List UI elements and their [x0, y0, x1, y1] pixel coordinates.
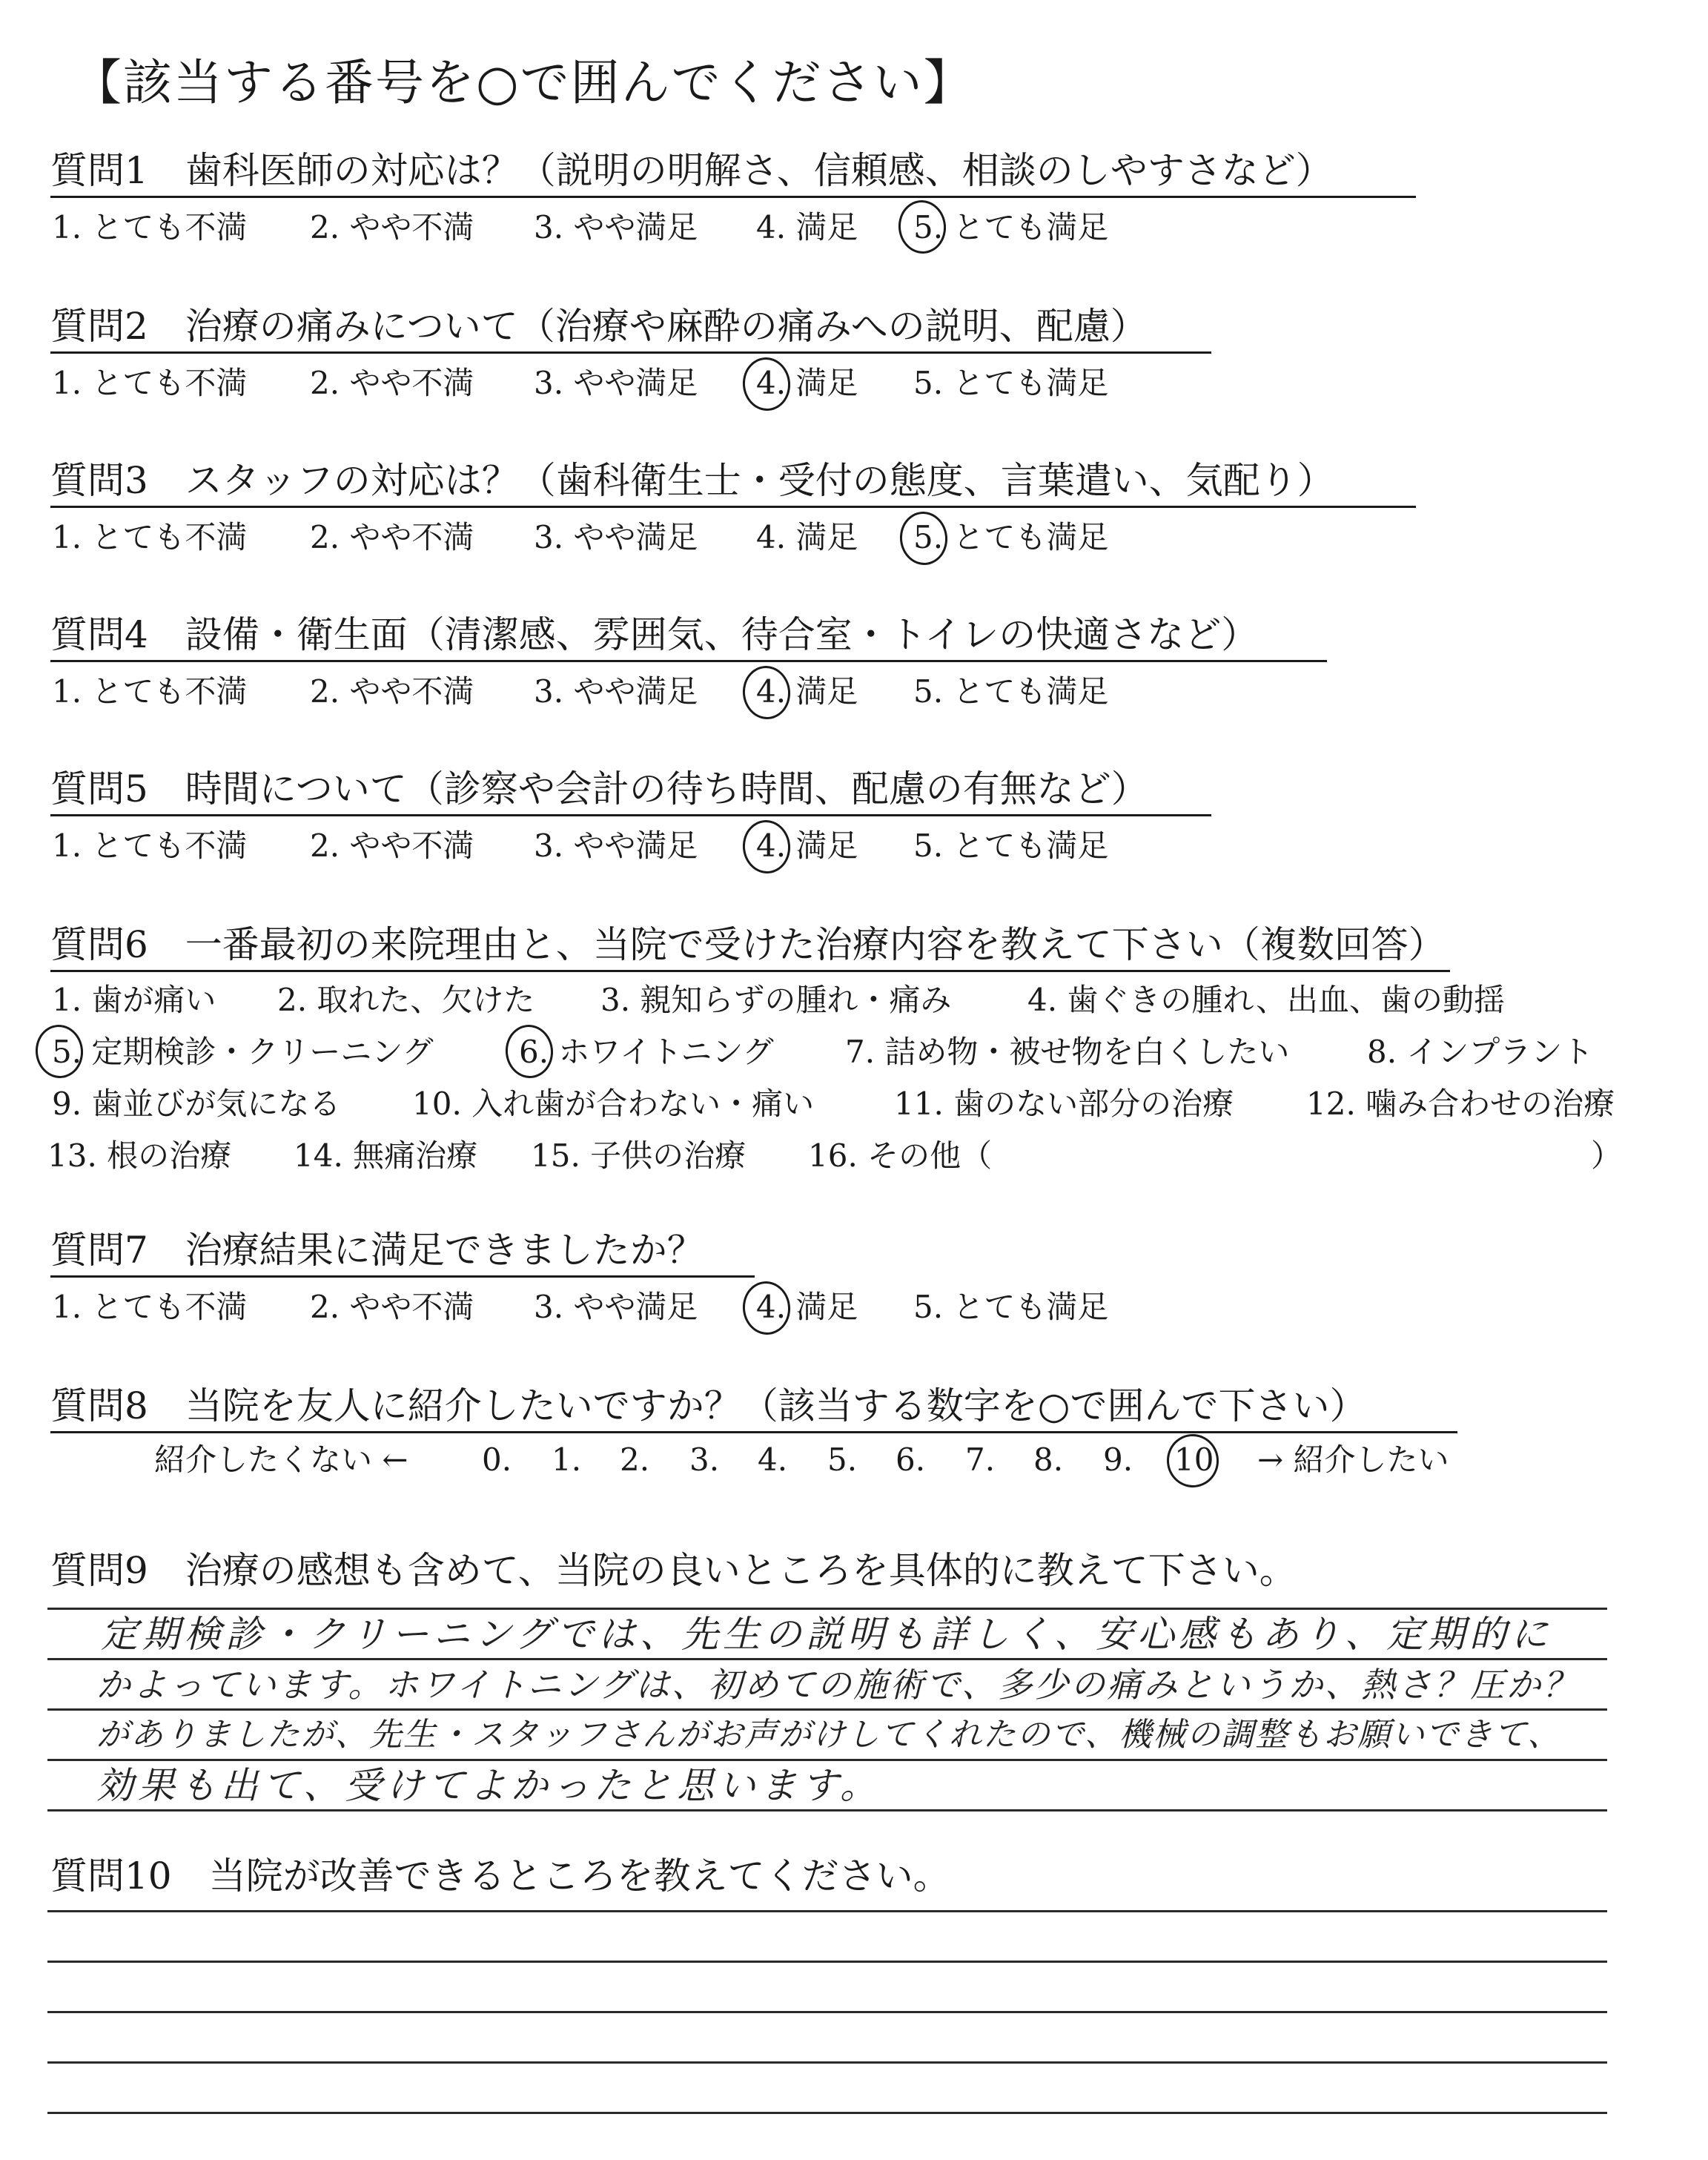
- q2-selection-circle: [740, 355, 792, 413]
- q2-option-4[interactable]: 4. 満足: [756, 365, 858, 401]
- q4-option-2[interactable]: 2. やや不満: [310, 673, 474, 710]
- q3-option-3[interactable]: 3. やや満足: [534, 519, 698, 555]
- q9-handwritten-line-1: 定期検診・クリーニングでは、先生の説明も詳しく、安心感もあり、定期的に: [101, 1613, 1552, 1656]
- q8-score-0[interactable]: 0.: [482, 1441, 512, 1478]
- q9-answer-line: [47, 1608, 1607, 1610]
- q6-option-1[interactable]: 1. 歯が痛い: [52, 982, 216, 1018]
- q10-answer-line: [47, 1910, 1607, 1912]
- q2-option-1[interactable]: 1. とても不満: [52, 365, 248, 401]
- q4-option-1[interactable]: 1. とても不満: [52, 673, 248, 710]
- q9-answer-line: [47, 1759, 1607, 1761]
- q9-answer-line: [47, 1658, 1607, 1660]
- q3-option-4[interactable]: 4. 満足: [756, 519, 858, 555]
- q7-option-5[interactable]: 5. とても満足: [913, 1289, 1109, 1325]
- question-8-title: 質問8 当院を友人に紹介したいですか？（該当する数字を○で囲んで下さい）: [50, 1384, 1367, 1427]
- q6-option-3[interactable]: 3. 親知らずの腫れ・痛み: [600, 982, 952, 1018]
- question-3-title: 質問3 スタッフの対応は？（歯科衛生士・受付の態度、言葉遣い、気配り）: [50, 459, 1334, 502]
- q1-option-2[interactable]: 2. やや不満: [310, 209, 474, 245]
- q6-option-12[interactable]: 12. 噛み合わせの治療: [1306, 1086, 1615, 1122]
- q4-selection-circle: [740, 664, 792, 721]
- q6-option-7[interactable]: 7. 詰め物・被せ物を白くしたい: [845, 1034, 1290, 1070]
- question-3-underline: [50, 506, 1416, 508]
- question-9-title: 質問9 治療の感想も含めて、当院の良いところを具体的に教えて下さい。: [50, 1549, 1297, 1592]
- q6-selection-circle-5: [33, 1023, 85, 1080]
- q7-option-4[interactable]: 4. 満足: [756, 1289, 858, 1325]
- q6-option-15[interactable]: 15. 子供の治療: [531, 1137, 747, 1174]
- q3-option-5[interactable]: 5. とても満足: [913, 519, 1109, 555]
- q8-left-label: 紹介したくない ←: [154, 1441, 408, 1478]
- q9-handwritten-line-2: かよっています。ホワイトニングは、初めての施術で、多少の痛みというか、熱さ？圧か？: [96, 1665, 1580, 1705]
- question-2-underline: [50, 351, 1211, 354]
- q6-option-16[interactable]: 16. その他（: [808, 1137, 993, 1174]
- q8-score-7[interactable]: 7.: [965, 1441, 996, 1478]
- q8-score-8[interactable]: 8.: [1033, 1441, 1064, 1478]
- q8-score-1[interactable]: 1.: [552, 1441, 582, 1478]
- q6-option-4[interactable]: 4. 歯ぐきの腫れ、出血、歯の動揺: [1027, 982, 1505, 1018]
- q6-option-11[interactable]: 11. 歯のない部分の治療: [894, 1086, 1234, 1122]
- q10-answer-line: [47, 1961, 1607, 1963]
- q1-option-4[interactable]: 4. 満足: [756, 209, 858, 245]
- q10-answer-line: [47, 2112, 1607, 2114]
- q3-option-2[interactable]: 2. やや不満: [310, 519, 474, 555]
- q5-selection-circle: [740, 818, 792, 876]
- q8-score-5[interactable]: 5.: [827, 1441, 858, 1478]
- question-4-title: 質問4 設備・衛生面（清潔感、雰囲気、待合室・トイレの快適さなど）: [50, 613, 1259, 656]
- q10-answer-line: [47, 2011, 1607, 2013]
- question-1-title: 質問1 歯科医師の対応は？（説明の明解さ、信頼感、相談のしやすさなど）: [50, 149, 1333, 192]
- question-5-title: 質問5 時間について（診察や会計の待ち時間、配慮の有無など）: [50, 767, 1148, 810]
- q6-option-10[interactable]: 10. 入れ歯が合わない・痛い: [412, 1086, 815, 1122]
- question-6-title: 質問6 一番最初の来院理由と、当院で受けた治療内容を教えて下さい（複数回答）: [50, 923, 1446, 966]
- q7-option-2[interactable]: 2. やや不満: [310, 1289, 474, 1325]
- q10-answer-line: [47, 2061, 1607, 2064]
- q8-score-9[interactable]: 9.: [1103, 1441, 1133, 1478]
- question-7-title: 質問7 治療結果に満足できましたか？: [50, 1229, 704, 1272]
- question-2-title: 質問2 治療の痛みについて（治療や麻酔の痛みへの説明、配慮）: [50, 305, 1148, 348]
- q5-option-3[interactable]: 3. やや満足: [534, 828, 698, 864]
- q9-handwritten-line-4: 効果も出て、受けてよかったと思います。: [96, 1764, 881, 1807]
- q8-score-10[interactable]: 10: [1174, 1441, 1214, 1478]
- q4-option-5[interactable]: 5. とても満足: [913, 673, 1109, 710]
- question-4-underline: [50, 660, 1327, 662]
- q6-option-6[interactable]: 6. ホワイトニング: [519, 1034, 774, 1070]
- question-6-underline: [50, 970, 1450, 972]
- q1-option-5[interactable]: 5. とても満足: [913, 209, 1109, 245]
- q8-selection-circle: [1164, 1432, 1221, 1490]
- question-7-underline: [50, 1275, 755, 1278]
- q5-option-4[interactable]: 4. 満足: [756, 828, 858, 864]
- q2-option-3[interactable]: 3. やや満足: [534, 365, 698, 401]
- question-10-title: 質問10 当院が改善できるところを教えてください。: [50, 1855, 950, 1898]
- q9-answer-line: [47, 1708, 1607, 1711]
- q6-option-2[interactable]: 2. 取れた、欠けた: [277, 982, 535, 1018]
- q4-option-4[interactable]: 4. 満足: [756, 673, 858, 710]
- q6-option-8[interactable]: 8. インプラント: [1367, 1034, 1594, 1070]
- q4-option-3[interactable]: 3. やや満足: [534, 673, 698, 710]
- q6-option-16-close: ）: [1591, 1137, 1623, 1174]
- q5-option-2[interactable]: 2. やや不満: [310, 828, 474, 864]
- q1-option-3[interactable]: 3. やや満足: [534, 209, 698, 245]
- q6-option-9[interactable]: 9. 歯並びが気になる: [52, 1086, 341, 1122]
- q3-selection-circle: [897, 509, 950, 567]
- question-8-underline: [50, 1431, 1457, 1433]
- q6-option-5[interactable]: 5. 定期検診・クリーニング: [52, 1034, 434, 1070]
- question-5-underline: [50, 814, 1211, 816]
- q6-option-13[interactable]: 13. 根の治療: [47, 1137, 232, 1174]
- q2-option-2[interactable]: 2. やや不満: [310, 365, 474, 401]
- q7-option-3[interactable]: 3. やや満足: [534, 1289, 698, 1325]
- q5-option-1[interactable]: 1. とても不満: [52, 828, 248, 864]
- q8-score-2[interactable]: 2.: [620, 1441, 650, 1478]
- q2-option-5[interactable]: 5. とても満足: [913, 365, 1109, 401]
- q7-option-1[interactable]: 1. とても不満: [52, 1289, 248, 1325]
- q6-option-14[interactable]: 14. 無痛治療: [294, 1137, 478, 1174]
- page-title: 【該当する番号を○で囲んでください】: [73, 54, 974, 111]
- q1-selection-circle: [896, 198, 948, 256]
- q8-score-6[interactable]: 6.: [896, 1441, 926, 1478]
- q9-answer-line: [47, 1809, 1607, 1811]
- q8-score-3[interactable]: 3.: [689, 1441, 720, 1478]
- q8-score-4[interactable]: 4.: [758, 1441, 788, 1478]
- q7-selection-circle: [740, 1279, 792, 1337]
- q5-option-5[interactable]: 5. とても満足: [913, 828, 1109, 864]
- q9-handwritten-line-3: がありましたが、先生・スタッフさんがお声がけしてくれたので、機械の調整もお願いできて、: [96, 1716, 1562, 1754]
- q6-selection-circle-6: [503, 1023, 555, 1080]
- question-1-underline: [50, 196, 1416, 198]
- q3-option-1[interactable]: 1. とても不満: [52, 519, 248, 555]
- q1-option-1[interactable]: 1. とても不満: [52, 209, 248, 245]
- q8-right-label: → 紹介したい: [1257, 1441, 1449, 1478]
